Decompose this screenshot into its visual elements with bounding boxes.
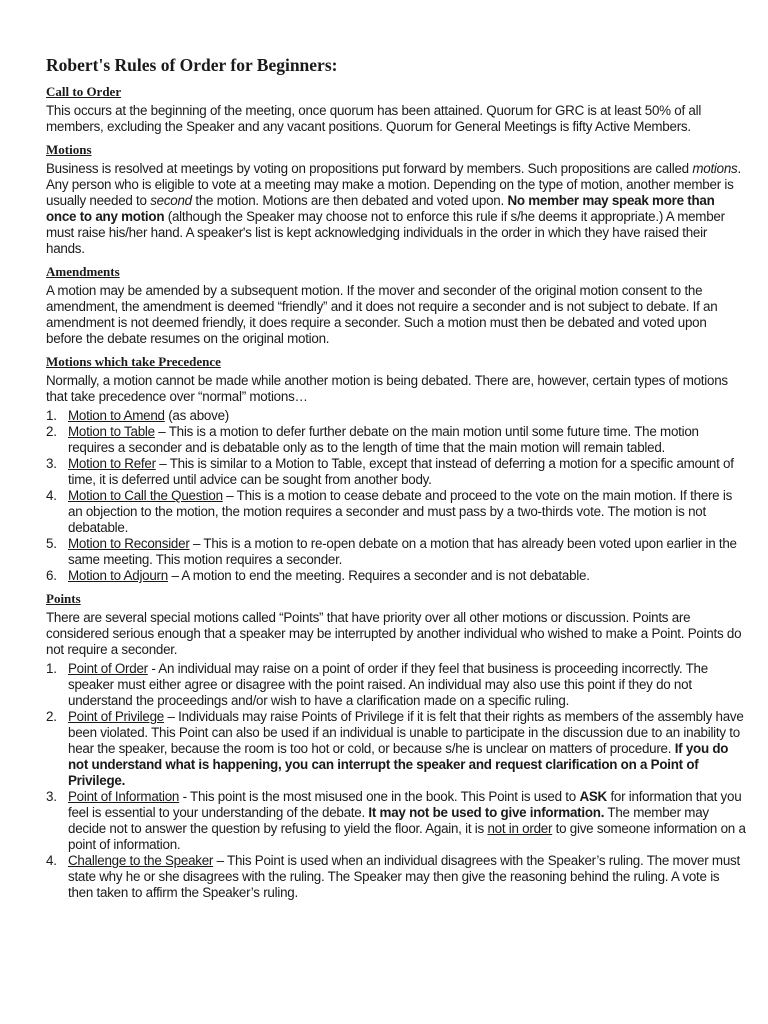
document-body — [46, 83, 746, 901]
list-number: 1. — [46, 408, 57, 423]
list-item-text — [68, 536, 746, 568]
bold-text: ASK — [579, 789, 607, 804]
paragraph — [46, 161, 746, 257]
list-item — [46, 789, 746, 853]
section-heading: Points — [46, 591, 81, 606]
paragraph — [46, 373, 746, 405]
underlined-text: Motion to Table — [68, 424, 155, 439]
list-number: 4. — [46, 853, 57, 868]
section-heading: Motions — [46, 142, 92, 157]
text-run: . Any person who is eligible to vote at a meeting may make a motion. Depending on the type of motion, another member is usually needed to — [46, 161, 741, 208]
underlined-text: Point of Privilege — [68, 709, 164, 724]
underlined-text: not in order — [487, 821, 553, 836]
list-number: 2. — [46, 424, 57, 439]
list-item — [46, 661, 746, 709]
underlined-text: Motion to Amend — [68, 408, 165, 423]
list-item — [46, 488, 746, 536]
text-run: There are several special motions called “Points” that have priority over all other motions or discussion. Points are considered serious enough that a speaker may be interrupted by another individual who wished to make a Point. Points do not require a seconder. — [46, 610, 742, 657]
text-run: – Individuals may raise Points of Privilege if it is felt that their rights as members of the assembly have been violated. This Point can also be used if an individual is unable to participate in the discussion due to an inability to hear the speaker, because the room is too hot or cold, or because s/he is unclear on matters of procedure. — [68, 709, 744, 756]
list-number: 3. — [46, 456, 57, 471]
list-number: 6. — [46, 568, 57, 583]
numbered-list — [46, 661, 746, 901]
text-run: the motion. Motions are then debated and voted upon. — [191, 193, 508, 208]
list-item — [46, 456, 746, 488]
bold-text: No member may speak more than once to any motion — [46, 193, 715, 224]
list-item-text — [68, 408, 229, 424]
text-run: – This is a motion to defer further debate on the main motion until some future time. The motion requires a seconder and is debatable only as to the length of time that the main motion will remain tabled. — [68, 424, 699, 455]
underlined-text: Motion to Refer — [68, 456, 156, 471]
document-title: Robert's Rules of Order for Beginners: — [46, 55, 338, 75]
section-heading: Motions which take Precedence — [46, 354, 221, 369]
text-run: for information that you feel is essential to your understanding of the debate. — [68, 789, 742, 820]
list-number: 5. — [46, 536, 57, 551]
underlined-text: Challenge to the Speaker — [68, 853, 214, 868]
text-run: A motion may be amended by a subsequent motion. If the mover and seconder of the original motion consent to the amendment, the amendment is deemed “friendly” and it does not require a seconder and is not subject to debate. If an amendment is not deemed friendly, it does require a seconder. Such a motion must then be debated and voted upon before the debate resumes on the original motion. — [46, 283, 718, 346]
text-run: – This is a motion to cease debate and proceed to the vote on the main motion. If there is an objection to the motion, the motion requires a seconder and must pass by a two-thirds vote. The motion is not debatable. — [68, 488, 733, 535]
list-number: 2. — [46, 709, 57, 724]
underlined-text: Point of Information — [68, 789, 180, 804]
paragraph — [46, 283, 746, 347]
list-item-text — [68, 568, 590, 584]
text-run: – A motion to end the meeting. Requires a seconder and is not debatable. — [167, 568, 590, 583]
text-run: Business is resolved at meetings by voting on propositions put forward by members. Such propositions are called — [46, 161, 693, 176]
text-run: - An individual may raise on a point of order if they feel that business is proceeding incorrectly. The speaker must either agree or disagree with the point raised. An individual may also use this point if they do not understand the proceedings and/or wish to have a clarification made on a specific ruling. — [68, 661, 708, 708]
list-item-text — [68, 488, 746, 536]
section-heading: Amendments — [46, 264, 120, 279]
text-run: to give someone information on a point of information. — [68, 821, 746, 852]
list-number: 3. — [46, 789, 57, 804]
list-item-text — [68, 853, 746, 901]
text-run: (although the Speaker may choose not to enforce this rule if s/he deems it appropriate.) A member must raise his/her hand. A speaker's list is kept acknowledging individuals in the order in which they have raised their hands. — [46, 209, 725, 256]
text-run: This occurs at the beginning of the meeting, once quorum has been attained. Quorum for GRC is at least 50% of all members, excluding the Speaker and any vacant positions. Quorum for General Meetings is fifty Active Members. — [46, 103, 702, 134]
text-run: - This point is the most misused one in the book. This Point is used to — [179, 789, 580, 804]
list-item-text — [68, 709, 746, 789]
list-item — [46, 408, 746, 424]
numbered-list — [46, 408, 746, 584]
underlined-text: Motion to Call the Question — [68, 488, 223, 503]
paragraph — [46, 103, 746, 135]
list-item — [46, 853, 746, 901]
paragraph — [46, 610, 746, 658]
underlined-text: Motion to Adjourn — [68, 568, 168, 583]
section-heading: Call to Order — [46, 84, 122, 99]
list-item — [46, 709, 746, 789]
list-item-text — [68, 789, 746, 853]
list-item — [46, 424, 746, 456]
text-run: – This is a motion to re-open debate on a motion that has already been voted upon earlier in the same meeting. This motion requires a seconder. — [68, 536, 737, 567]
text-run: The member may decide not to answer the question by refusing to yield the floor. Again, it is — [68, 805, 709, 836]
text-run: (as above) — [164, 408, 229, 423]
italic-text: motions — [692, 161, 738, 176]
text-run: – This Point is used when an individual disagrees with the Speaker’s ruling. The mover must state why he or she disagrees with the ruling. The Speaker may then give the reasoning behind the ruling. A vote is then taken to affirm the Speaker’s ruling. — [68, 853, 740, 900]
text-run: – This is similar to a Motion to Table, except that instead of deferring a motion for a specific amount of time, it is deferred until advice can be sought from another body. — [68, 456, 734, 487]
text-run: Normally, a motion cannot be made while another motion is being debated. There are, however, certain types of motions that take precedence over “normal” motions… — [46, 373, 728, 404]
list-item — [46, 568, 746, 584]
list-item — [46, 536, 746, 568]
list-item-text — [68, 661, 746, 709]
list-number: 1. — [46, 661, 57, 676]
document-page — [46, 54, 746, 904]
bold-text: It may not be used to give information. — [368, 805, 605, 820]
list-item-text — [68, 456, 746, 488]
italic-text: second — [150, 193, 192, 208]
underlined-text: Motion to Reconsider — [68, 536, 190, 551]
bold-text: If you do not understand what is happening, you can interrupt the speaker and request clarification on a Point of Privilege. — [68, 741, 729, 788]
list-number: 4. — [46, 488, 57, 503]
list-item-text — [68, 424, 746, 456]
underlined-text: Point of Order — [68, 661, 148, 676]
